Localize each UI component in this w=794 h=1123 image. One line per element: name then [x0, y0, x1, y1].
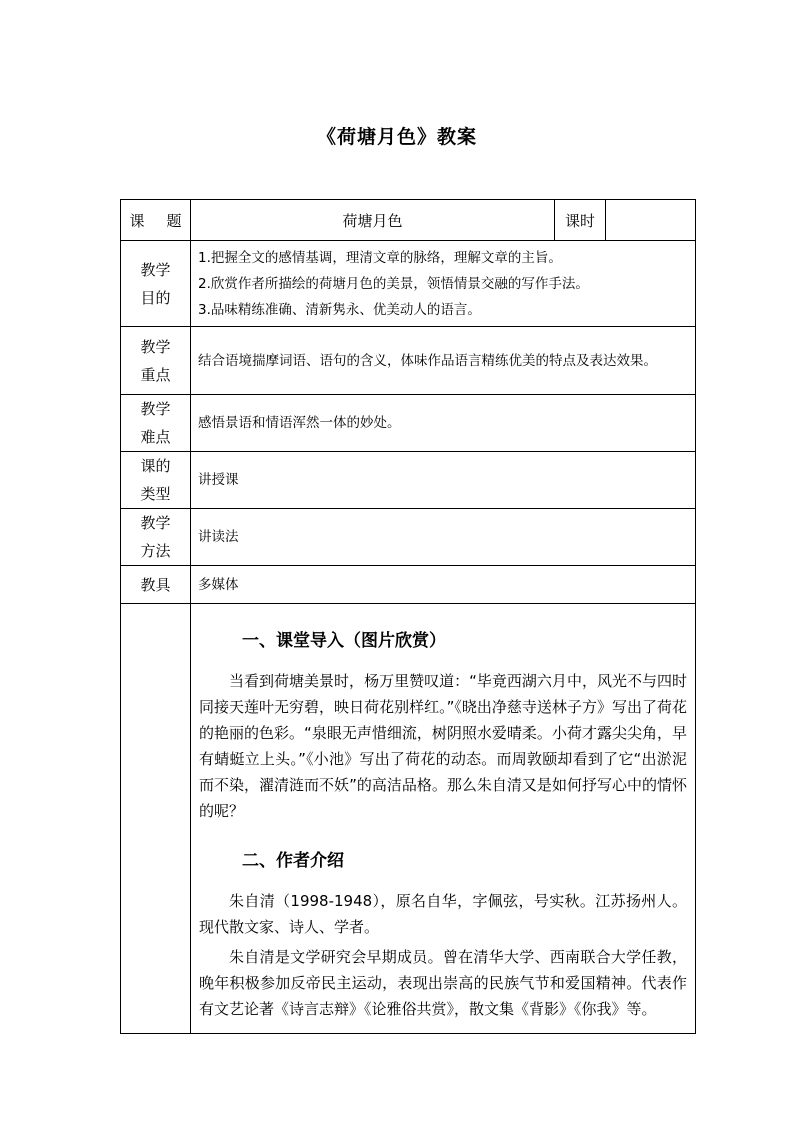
row-tools [121, 566, 696, 604]
difficulties-value: 感悟景语和情语浑然一体的妙处。 [191, 395, 696, 452]
key-points-value: 结合语境揣摩词语、语句的含义，体味作品语言精练优美的特点及表达效果。 [191, 327, 696, 395]
lesson-plan-table [120, 199, 696, 1034]
label-tools: 教具 [121, 566, 191, 604]
objective-item: 2.欣赏作者所描绘的荷塘月色的美景，领悟情景交融的写作手法。 [198, 275, 589, 292]
row-method [121, 509, 696, 566]
objective-item: 3.品味精练准确、清新隽永、优美动人的语言。 [198, 301, 481, 318]
intro-paragraph: 当看到荷塘美景时，杨万里赞叹道：“毕竟西湖六月中，风光不与四时同接天莲叶无穷碧，映日荷花别样红。”《晓出净慈寺送林子方》写出了荷花的艳丽的色彩。“泉眼无声惜细流，树阴照水爱晴柔。小荷才露尖尖角，早有蜻蜓立上头。”《小池》写出了荷花的动态。而周敦颐却看到了它“出淤泥而不染，濯清涟而不妖”的高洁品格。那么朱自清又是如何抒写心中的情怀的呢？ [199, 672, 687, 820]
label-key-points: 教学 重点 [121, 327, 191, 395]
tools-value: 多媒体 [191, 566, 696, 604]
topic-value: 荷塘月色 [191, 200, 555, 241]
row-objectives [121, 241, 696, 327]
method-value: 讲读法 [191, 509, 696, 566]
section-heading-author: 二、作者介绍 [242, 851, 344, 871]
label-method: 教学 方法 [121, 509, 191, 566]
lesson-body [191, 604, 696, 1034]
row-difficulties [121, 395, 696, 452]
row-key-points [121, 327, 696, 395]
period-value [606, 200, 696, 241]
label-lesson-type: 课的 类型 [121, 452, 191, 509]
section-heading-intro: 一、课堂导入（图片欣赏） [242, 631, 446, 651]
row-lesson-type [121, 452, 696, 509]
author-paragraph-1: 朱自清（1998-1948），原名自华，字佩弦，号实秋。江苏扬州人。现代散文家、诗人、学者。 [199, 892, 687, 936]
label-topic: 课 题 [121, 200, 191, 241]
lesson-type-value: 讲授课 [191, 452, 696, 509]
row-topic [121, 200, 696, 241]
document-title: 《荷塘月色》教案 [316, 126, 477, 148]
label-period: 课时 [555, 200, 606, 241]
body-label-empty [121, 604, 191, 1034]
label-objectives: 教学 目的 [121, 241, 191, 327]
row-lesson-body [121, 604, 696, 1034]
objective-item: 1.把握全文的感情基调，理清文章的脉络，理解文章的主旨。 [198, 249, 562, 266]
objectives-list [191, 241, 696, 327]
author-paragraph-2: 朱自清是文学研究会早期成员。曾在清华大学、西南联合大学任教，晚年积极参加反帝民主运动，表现出崇高的民族气节和爱国精神。代表作有文艺论著《诗言志辩》《论雅俗共赏》，散文集《背影》《你我》等。 [199, 948, 687, 1018]
label-difficulties: 教学 难点 [121, 395, 191, 452]
